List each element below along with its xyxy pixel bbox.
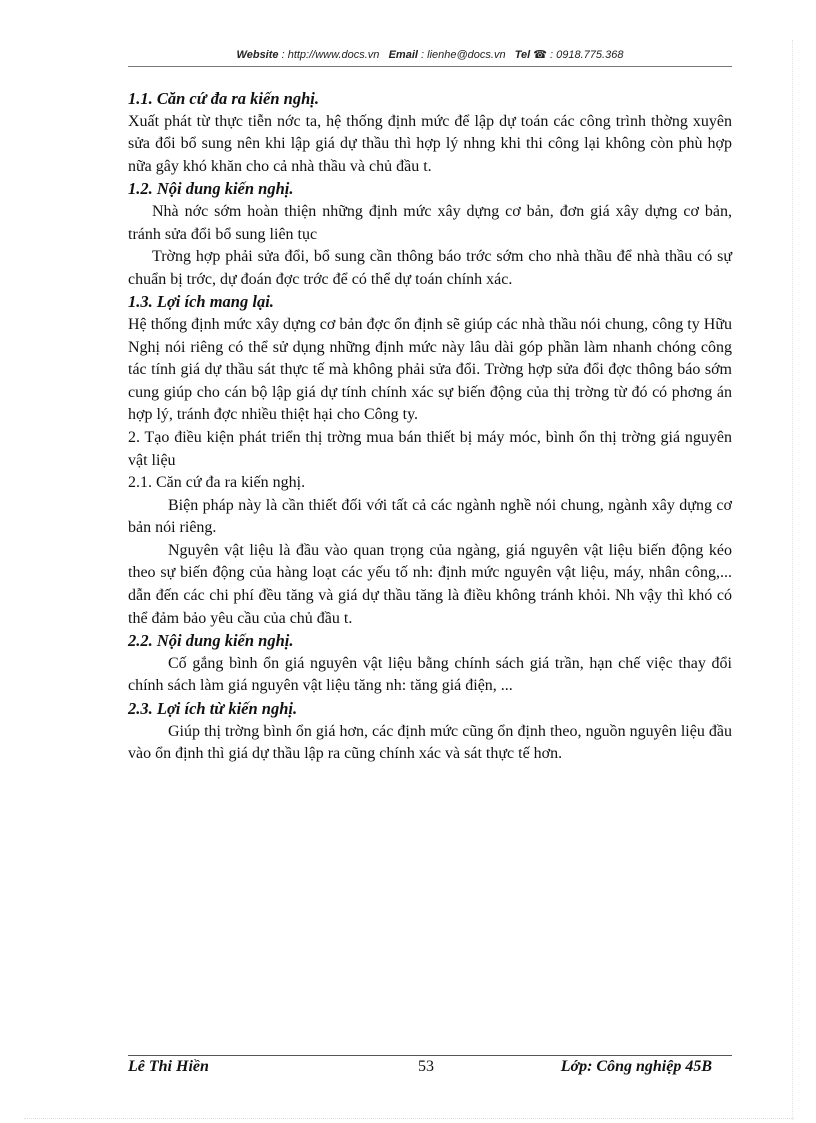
header-divider <box>128 66 732 67</box>
heading-2: 2. Tạo điều kiện phát triển thị trờng mua bán thiết bị máy móc, bình ổn thị trờng giá nguyên vật liệu <box>128 428 732 469</box>
footer-class: Lớp: Công nghiệp 45B <box>560 1058 712 1075</box>
paragraph: Nhà nớc sớm hoàn thiện những định mức xây dựng cơ bản, đơn giá xây dựng cơ bản, tránh sửa đổi bổ sung liên tục <box>128 202 732 243</box>
footer-divider <box>128 1055 732 1056</box>
page-number: 53 <box>418 1058 434 1075</box>
document-body <box>128 88 732 766</box>
heading-1-2: 1.2. Nội dung kiến nghị. <box>128 179 294 199</box>
footer-author: Lê Thi Hiền <box>128 1058 209 1075</box>
paragraph: Cố gắng bình ổn giá nguyên vật liệu bằng chính sách giá trần, hạn chế việc thay đổi chính sách làm giá nguyên vật liệu tăng nh: tăng giá điện, ... <box>128 654 732 695</box>
heading-2-2: 2.2. Nội dung kiến nghị. <box>128 631 294 651</box>
website-label: Website <box>236 49 279 61</box>
paragraph: Xuất phát từ thực tiễn nớc ta, hệ thống định mức để lập dự toán các công trình thờng xuyên sửa đổi bổ sung nên khi lập giá dự thầu thì hợp lý nhng khi thi công lại không còn phù hợp nữa gây khó khăn cho cả nhà thầu và chủ đầu t. <box>128 112 732 175</box>
tel-value: : 0918.775.368 <box>550 49 624 61</box>
heading-1-3: 1.3. Lợi ích mang lại. <box>128 292 274 312</box>
heading-1-1: 1.1. Căn cứ đa ra kiến nghị. <box>128 89 319 108</box>
paragraph: Giúp thị trờng bình ổn giá hơn, các định mức cũng ổn định theo, nguồn nguyên liệu đầu vào ổn định thì giá dự thầu lập ra cũng chính xác và sát thực tế hơn. <box>128 722 732 763</box>
tel-label: Tel ☎ <box>514 49 547 61</box>
page-edge-right <box>792 40 793 1120</box>
paragraph: Trờng hợp phải sửa đổi, bổ sung cần thông báo trớc sớm cho nhà thầu để nhà thầu có sự chuẩn bị trớc, dự đoán đợc trớc để có thể dự toán chính xác. <box>128 248 732 288</box>
email-value: : lienhe@docs.vn <box>421 49 506 61</box>
heading-2-1: 2.1. Căn cứ đa ra kiến nghị. <box>128 474 306 492</box>
email-label: Email <box>388 49 418 61</box>
page-footer <box>128 1058 732 1080</box>
paragraph: Hệ thống định mức xây dựng cơ bản đợc ổn định sẽ giúp các nhà thầu nói chung, công ty Hữu Nghị nói riêng có thể sử dụng những định mức này lâu dài góp phần làm nhanh chóng công tác tính giá dự thầu sát thực tế mà không phải sửa đổi. Trờng hợp sửa đổi đợc thông báo sớm cung giúp cho cán bộ lập giá dự tính chính xác sự biến động của thị trờng từ đó có phơng án hợp lý, tránh đợc nhiều thiệt hại cho Công ty. <box>128 315 732 424</box>
page-header <box>128 48 732 61</box>
heading-2-3: 2.3. Lợi ích từ kiến nghị. <box>128 699 298 719</box>
paragraph: Biện pháp này là cần thiết đối với tất cả các ngành nghề nói chung, ngành xây dựng cơ bản nói riêng. <box>128 496 732 537</box>
website-value: : http://www.docs.vn <box>281 49 380 61</box>
page-edge-bottom <box>24 1118 794 1119</box>
paragraph: Nguyên vật liệu là đầu vào quan trọng của ngàng, giá nguyên vật liệu biến động kéo theo sự biến động của hàng loạt các yếu tố nh: định mức nguyên vật liệu, máy, nhân công,... dẫn đến các chi phí đều tăng và giá dự thầu tăng là điều không tránh khỏi. Nh vậy thì khó có thể đảm bảo yêu cầu của chủ đầu t. <box>128 541 732 627</box>
